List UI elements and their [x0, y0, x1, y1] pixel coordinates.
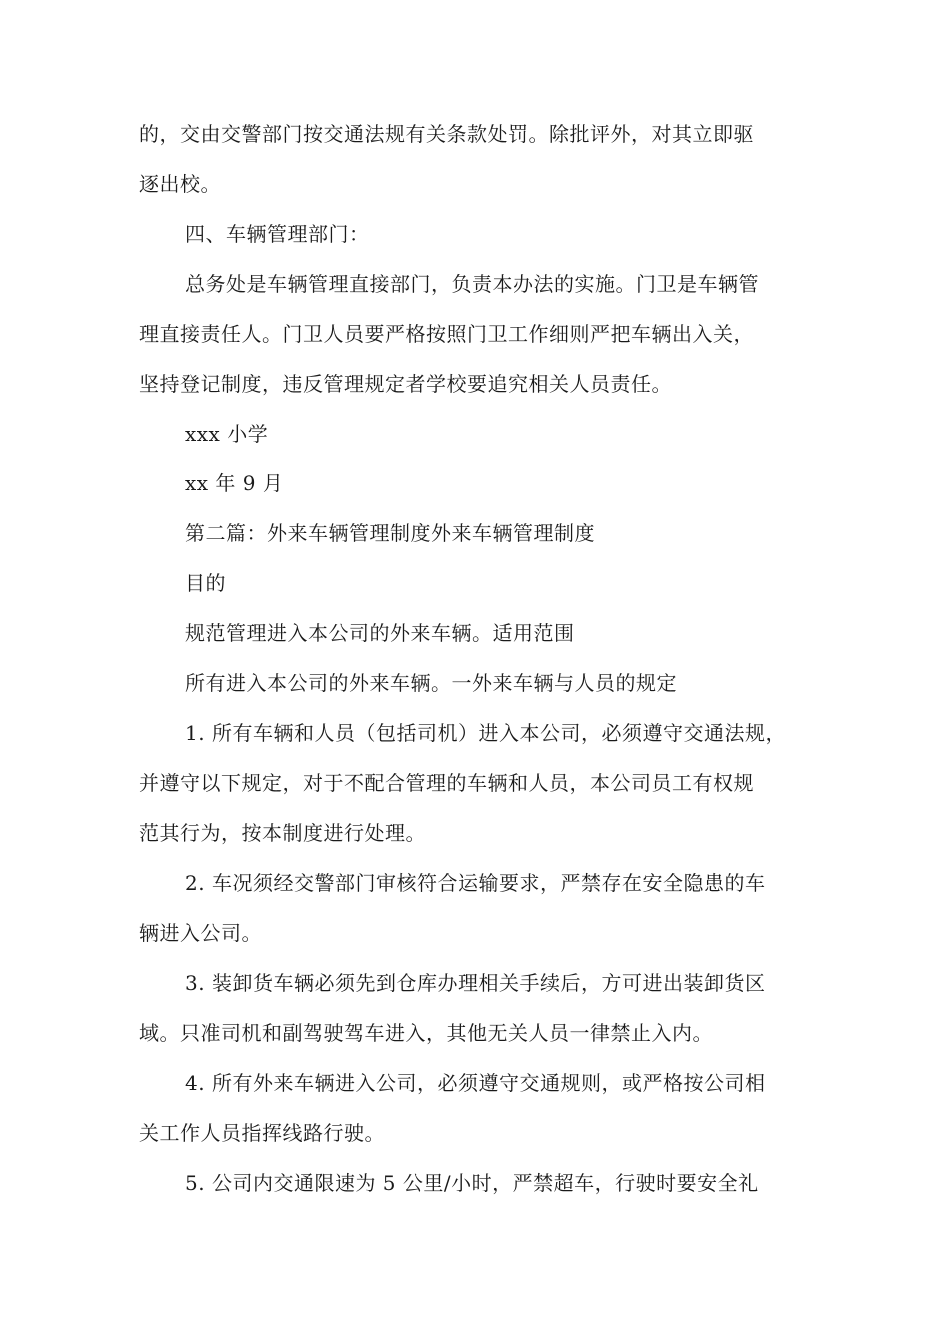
- text-line: 辆进入公司。: [139, 921, 262, 945]
- text-line: 所有进入本公司的外来车辆。一外来车辆与人员的规定: [185, 671, 677, 695]
- text-line: 理直接责任人。门卫人员要严格按照门卫工作细则严把车辆出入关，: [139, 322, 754, 346]
- text-line: 范其行为，按本制度进行处理。: [139, 821, 426, 845]
- list-item: 2. 车况须经交警部门审核符合运输要求，严禁存在安全隐患的车: [185, 871, 766, 895]
- text-line: 并遵守以下规定，对于不配合管理的车辆和人员，本公司员工有权规: [139, 771, 754, 795]
- text-line: 总务处是车辆管理直接部门，负责本办法的实施。门卫是车辆管: [185, 272, 759, 296]
- list-item: 5. 公司内交通限速为 5 公里/小时，严禁超车，行驶时要安全礼: [185, 1171, 759, 1195]
- list-item: 1. 所有车辆和人员（包括司机）进入本公司，必须遵守交通法规，: [185, 721, 786, 745]
- text-line: 关工作人员指挥线路行驶。: [139, 1121, 385, 1145]
- text-line: 的，交由交警部门按交通法规有关条款处罚。除批评外，对其立即驱: [139, 122, 754, 146]
- text-line: 逐出校。: [139, 172, 221, 196]
- signature-date: xx 年 9 月: [185, 471, 284, 495]
- list-item: 3. 装卸货车辆必须先到仓库办理相关手续后，方可进出装卸货区: [185, 971, 766, 995]
- text-line: 规范管理进入本公司的外来车辆。适用范围: [185, 621, 575, 645]
- section-heading: 四、车辆管理部门：: [185, 222, 370, 246]
- list-item: 4. 所有外来车辆进入公司，必须遵守交通规则，或严格按公司相: [185, 1071, 766, 1095]
- signature-school: xxx 小学: [185, 422, 269, 446]
- chapter-title: 第二篇：外来车辆管理制度外来车辆管理制度: [185, 521, 595, 545]
- text-line: 坚持登记制度，违反管理规定者学校要追究相关人员责任。: [139, 372, 672, 396]
- section-heading: 目的: [185, 571, 226, 595]
- text-line: 域。只准司机和副驾驶驾车进入，其他无关人员一律禁止入内。: [139, 1021, 713, 1045]
